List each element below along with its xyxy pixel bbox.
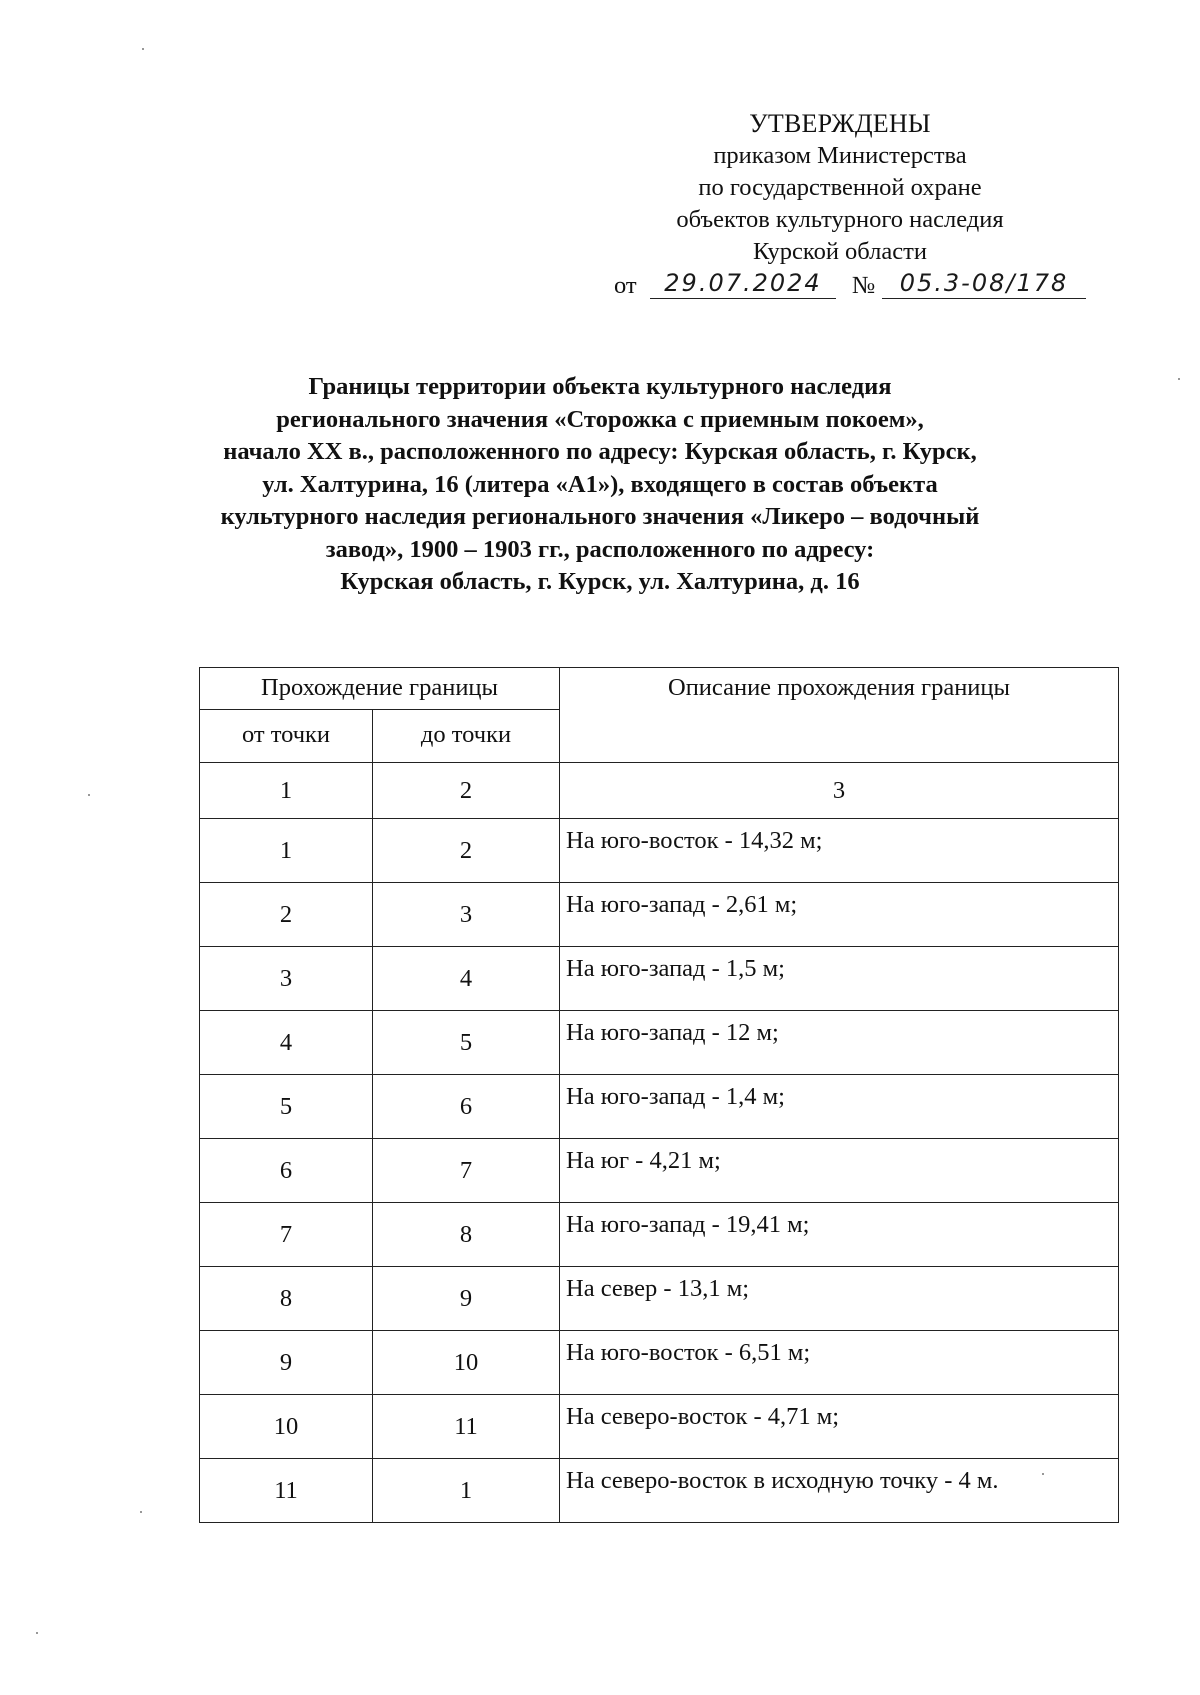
date-prefix: от [614, 272, 637, 299]
row-to-point: 8 [373, 1203, 560, 1267]
column-number-row [200, 763, 1119, 819]
header-boundary-passage: Прохождение границы [200, 668, 560, 710]
row-to-point: 7 [373, 1139, 560, 1203]
row-to-point: 9 [373, 1267, 560, 1331]
row-description: На юго-запад - 19,41 м; [560, 1203, 1119, 1267]
order-date: 29.07.2024 [650, 268, 836, 299]
row-from-point: 1 [200, 819, 373, 883]
row-description: На юго-запад - 1,4 м; [560, 1075, 1119, 1139]
row-to-point: 3 [373, 883, 560, 947]
scan-speck [36, 1632, 38, 1634]
table-row [200, 1011, 1119, 1075]
column-number: 2 [373, 763, 560, 819]
row-description: На север - 13,1 м; [560, 1267, 1119, 1331]
approval-block [560, 108, 1120, 304]
row-to-point: 6 [373, 1075, 560, 1139]
row-to-point: 1 [373, 1459, 560, 1523]
row-from-point: 9 [200, 1331, 373, 1395]
row-description: На северо-восток - 4,71 м; [560, 1395, 1119, 1459]
row-description: На юг - 4,21 м; [560, 1139, 1119, 1203]
table-row [200, 1395, 1119, 1459]
title-line: регионального значения «Сторожка с приемным покоем», [276, 405, 924, 433]
row-description: На северо-восток в исходную точку - 4 м. [560, 1459, 1119, 1523]
row-from-point: 6 [200, 1139, 373, 1203]
table-row [200, 1075, 1119, 1139]
title-line: ул. Халтурина, 16 (литера «А1»), входящего в состав объекта [262, 470, 938, 498]
approval-line: Курской области [753, 238, 927, 265]
scan-speck [142, 48, 144, 50]
title-line: Курская область, г. Курск, ул. Халтурина, д. 16 [340, 568, 860, 595]
row-from-point: 7 [200, 1203, 373, 1267]
table-row [200, 1459, 1119, 1523]
row-from-point: 5 [200, 1075, 373, 1139]
row-description: На юго-восток - 6,51 м; [560, 1331, 1119, 1395]
table-row [200, 1139, 1119, 1203]
row-from-point: 4 [200, 1011, 373, 1075]
row-to-point: 2 [373, 819, 560, 883]
order-reference [560, 268, 1120, 304]
approval-line: приказом Министерства [713, 142, 967, 169]
table-row [200, 1331, 1119, 1395]
row-from-point: 10 [200, 1395, 373, 1459]
scan-speck [1178, 378, 1180, 380]
order-number: 05.3-08/178 [882, 268, 1086, 299]
row-to-point: 11 [373, 1395, 560, 1459]
approval-line: по государственной охране [698, 174, 982, 201]
scan-speck [88, 794, 90, 796]
table-row [200, 1267, 1119, 1331]
row-from-point: 11 [200, 1459, 373, 1523]
row-from-point: 8 [200, 1267, 373, 1331]
row-to-point: 4 [373, 947, 560, 1011]
row-description: На юго-запад - 2,61 м; [560, 883, 1119, 947]
header-to-point: до точки [373, 710, 560, 763]
table-row [200, 1203, 1119, 1267]
row-from-point: 2 [200, 883, 373, 947]
scan-speck [1042, 1473, 1044, 1475]
table-row [200, 947, 1119, 1011]
title-line: культурного наследия регионального значения «Ликеро – водочный [220, 503, 980, 530]
column-number: 1 [200, 763, 373, 819]
table-row [200, 819, 1119, 883]
boundary-table [199, 667, 1119, 1523]
row-description: На юго-запад - 1,5 м; [560, 947, 1119, 1011]
approval-heading: УТВЕРЖДЕНЫ [749, 109, 931, 138]
approval-line: объектов культурного наследия [676, 206, 1004, 233]
row-to-point: 10 [373, 1331, 560, 1395]
number-prefix: № [852, 272, 876, 299]
scan-speck [140, 1511, 142, 1513]
column-number: 3 [560, 763, 1119, 819]
title-line: Границы территории объекта культурного наследия [308, 373, 892, 400]
row-from-point: 3 [200, 947, 373, 1011]
title-line: начало XX в., расположенного по адресу: Курская область, г. Курск, [223, 438, 977, 465]
document-title [150, 371, 1050, 599]
row-description: На юго-восток - 14,32 м; [560, 819, 1119, 883]
header-from-point: от точки [200, 710, 373, 763]
table-row [200, 883, 1119, 947]
header-description: Описание прохождения границы [560, 668, 1119, 763]
title-line: завод», 1900 – 1903 гг., расположенного по адресу: [325, 535, 875, 563]
row-to-point: 5 [373, 1011, 560, 1075]
row-description: На юго-запад - 12 м; [560, 1011, 1119, 1075]
